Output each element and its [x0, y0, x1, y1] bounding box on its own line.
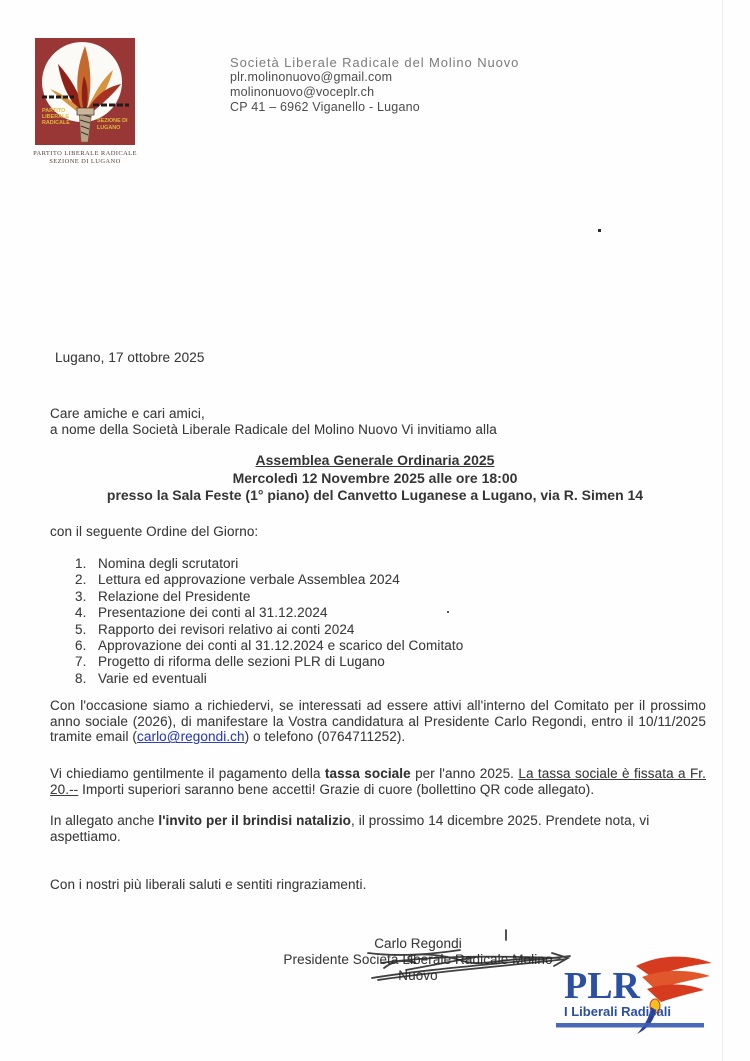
event-announcement [0, 452, 750, 505]
scan-edge-line [722, 0, 723, 1061]
signer-name: Carlo Regondi [374, 936, 462, 951]
signature-block [262, 936, 574, 984]
agenda-list [75, 556, 685, 687]
fee-text-3: Importi superiori saranno bene accetti! Grazie di cuore (bollettino QR code allegato). [78, 781, 595, 797]
emblem-right-text-line1: SEZIONE DI [97, 118, 128, 124]
party-emblem-logo [35, 38, 135, 166]
greeting-line1: Care amiche e cari amici, [50, 406, 205, 421]
emblem-left-text-line2: LIBERALE [42, 114, 69, 120]
torch-emblem-icon [35, 38, 135, 145]
emblem-left-text-line3: RADICALE [42, 120, 70, 126]
agenda-item-7: Progetto di riforma delle sezioni PLR di Lugano [98, 654, 385, 670]
scan-speck [447, 611, 449, 613]
committee-text-1: Con l'occasione siamo a richiedervi, se interessati ad essere attivi all'interno del Comitato per il prossimo anno sociale (2026), di manifestare la Vostra candidatura al Presidente Carlo Regondi, entro il 10/11/2025 tramite email ( [50, 698, 706, 745]
event-title: Assemblea Generale Ordinaria 2025 [255, 452, 495, 468]
org-address: CP 41 – 6962 Viganello - Lugano [230, 100, 420, 114]
agenda-item-6: Approvazione dei conti al 31.12.2024 e scarico del Comitato [98, 638, 464, 654]
agenda-item-1: Nomina degli scrutatori [98, 556, 239, 571]
org-email-gmail: plr.molinonuovo@gmail.com [230, 70, 393, 84]
emblem-caption-line1: PARTITO LIBERALE RADICALE [33, 150, 137, 157]
agenda-item-2: Lettura ed approvazione verbale Assemblea 2024 [98, 572, 400, 588]
emblem-caption-line2: SEZIONE DI LUGANO [49, 158, 121, 165]
committee-text-2: ) o telefono (0764711252). [244, 729, 406, 745]
greeting [50, 406, 497, 437]
fee-paragraph [50, 766, 706, 797]
plr-tagline: I Liberali Radicali [564, 1004, 671, 1019]
toast-bold-invito: l'invito per il brindisi natalizio [158, 813, 352, 828]
agenda-intro: con il seguente Ordine del Giorno: [50, 524, 259, 539]
agenda-item-3: Relazione del Presidente [98, 588, 251, 604]
agenda-item-4: Presentazione dei conti al 31.12.2024 [98, 605, 328, 621]
plr-logo-icon [550, 952, 718, 1038]
org-email-voceplr: molinonuovo@voceplr.ch [230, 85, 375, 99]
emblem-caption [20, 150, 150, 166]
date-line: Lugano, 17 ottobre 2025 [55, 350, 205, 365]
greeting-line2: a nome della Società Liberale Radicale del Molino Nuovo Vi invitiamo alla [50, 421, 497, 437]
fee-text-1: Vi chiediamo gentilmente il pagamento della [50, 766, 325, 781]
agenda-item-8: Varie ed eventuali [98, 670, 207, 686]
agenda-item-5: Rapporto dei revisori relativo ai conti 2024 [98, 621, 355, 637]
committee-paragraph [50, 698, 706, 745]
header-contact-block [230, 55, 519, 115]
toast-text-1: In allegato anche [50, 813, 159, 828]
event-datetime: Mercoledì 12 Novembre 2025 alle ore 18:00 [232, 469, 518, 486]
plr-footer-logo [550, 952, 718, 1043]
scan-speck [598, 229, 601, 232]
emblem-left-text-line1: PARTITO [42, 108, 66, 114]
signer-role: Presidente Società Liberale Radicale Molino Nuovo [283, 952, 553, 983]
candidature-email-link[interactable]: carlo@regondi.ch [137, 729, 245, 745]
emblem-right-text-line2: LUGANO [97, 125, 121, 131]
toast-text-2: , il prossimo 14 dicembre 2025. Prendete nota, vi aspettiamo. [50, 813, 650, 844]
org-name: Società Liberale Radicale del Molino Nuovo [230, 55, 520, 70]
fee-underlined-amount: La tassa sociale è fissata a Fr. 20.-- [50, 766, 706, 797]
closing-line: Con i nostri più liberali saluti e sentiti ringraziamenti. [50, 877, 367, 892]
event-location: presso la Sala Feste (1° piano) del Canvetto Luganese a Lugano, via R. Simen 14 [106, 487, 644, 503]
fee-bold-tassa-sociale: tassa sociale [324, 766, 411, 781]
plr-acronym: PLR [564, 965, 640, 1007]
fee-text-2: per l'anno 2025. [410, 766, 519, 781]
toast-paragraph [50, 813, 706, 844]
